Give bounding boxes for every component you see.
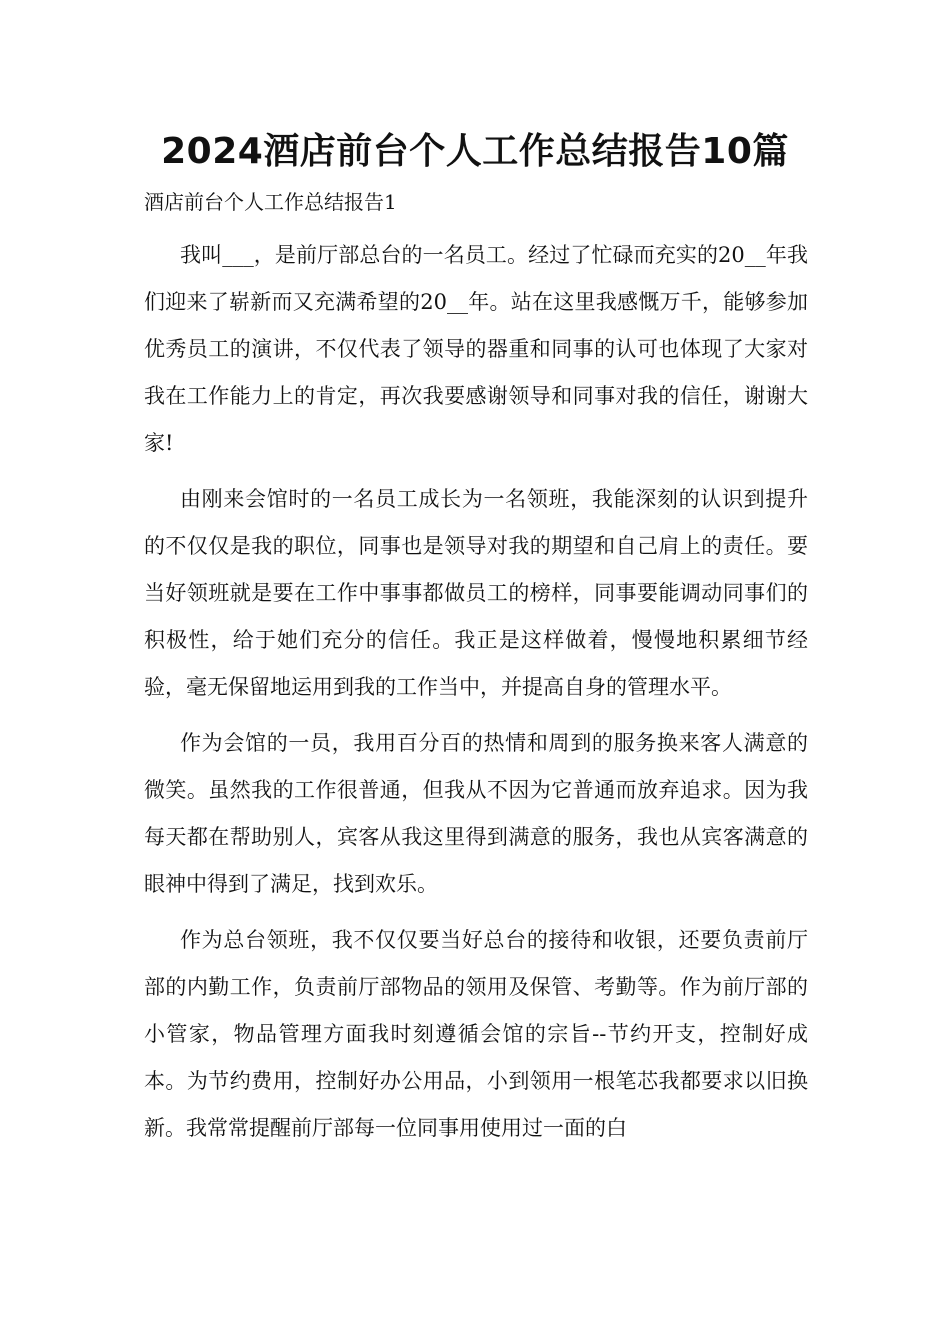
document-title: 2024酒店前台个人工作总结报告10篇 [161,131,789,172]
section-heading: 酒店前台个人工作总结报告1 [144,190,397,214]
paragraph-3: 作为会馆的一员，我用百分百的热情和周到的服务换来客人满意的微笑。虽然我的工作很普通，但我从不因为它普通而放弃追求。因为我每天都在帮助别人，宾客从我这里得到满意的服务，我也从宾客满意的眼神中得到了满足，找到欢乐。 [144,731,808,896]
paragraph-1: 我叫___，是前厅部总台的一名员工。经过了忙碌而充实的20__年我们迎来了崭新而又充满希望的20__年。站在这里我感慨万千，能够参加优秀员工的演讲，不仅代表了领导的器重和同事的认可也体现了大家对我在工作能力上的肯定，再次我要感谢领导和同事对我的信任，谢谢大家! [144,243,808,455]
paragraph-2: 由刚来会馆时的一名员工成长为一名领班，我能深刻的认识到提升的不仅仅是我的职位，同事也是领导对我的期望和自己肩上的责任。要当好领班就是要在工作中事事都做员工的榜样，同事要能调动同事们的积极性，给于她们充分的信任。我正是这样做着，慢慢地积累细节经验，毫无保留地运用到我的工作当中，并提高自身的管理水平。 [144,487,808,699]
paragraph-4: 作为总台领班，我不仅仅要当好总台的接待和收银，还要负责前厅部的内勤工作，负责前厅部物品的领用及保管、考勤等。作为前厅部的小管家，物品管理方面我时刻遵循会馆的宗旨--节约开支，控制好成本。为节约费用，控制好办公用品，小到领用一根笔芯我都要求以旧换新。我常常提醒前厅部每一位同事用使用过一面的白 [144,928,808,1140]
